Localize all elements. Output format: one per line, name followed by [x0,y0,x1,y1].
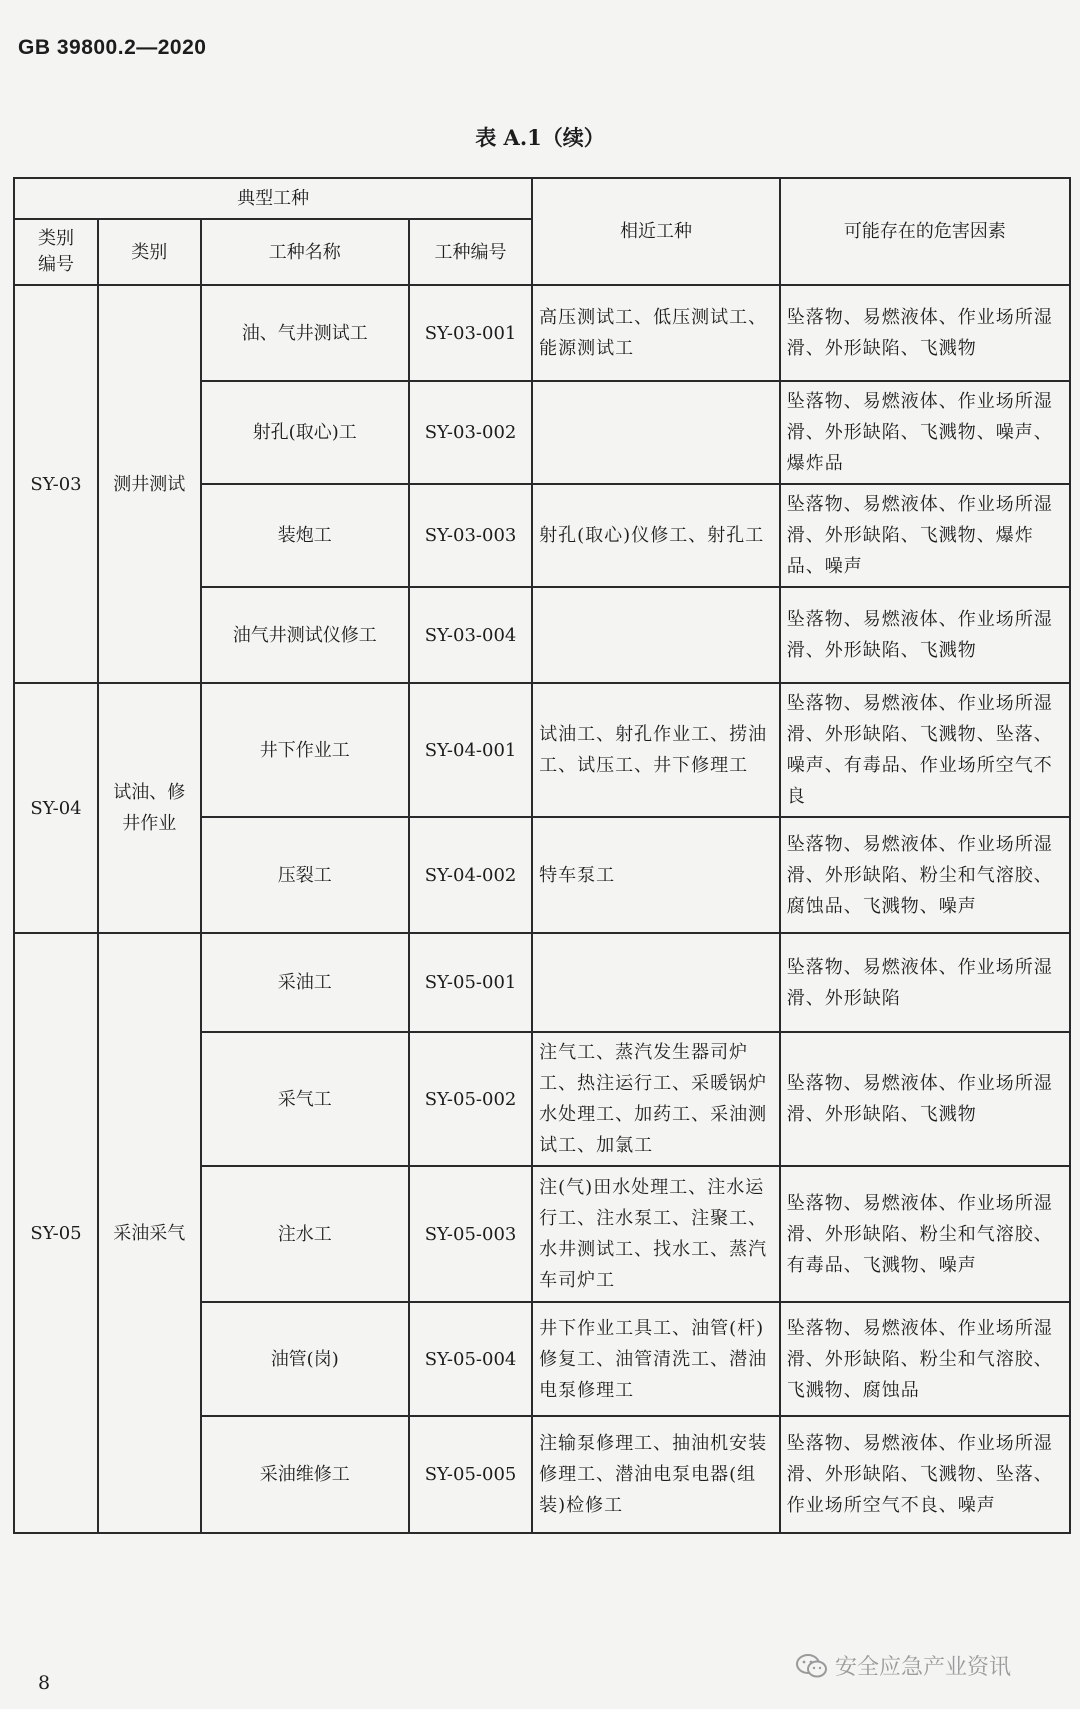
header-category-code: 类别 编号 [14,219,98,285]
job-code-cell: SY-05-005 [409,1416,532,1533]
job-name-cell: 采油工 [201,933,409,1032]
category-code-cell: SY-03 [14,285,98,683]
category-cell: 试油、修井作业 [98,683,201,933]
job-code-cell: SY-05-004 [409,1302,532,1416]
header-category: 类别 [98,219,201,285]
job-name-cell: 注水工 [201,1166,409,1302]
header-group-typical-job: 典型工种 [14,178,532,219]
table-row [14,285,1070,381]
category-code-cell: SY-04 [14,683,98,933]
job-code-cell: SY-05-003 [409,1166,532,1302]
related-jobs-cell: 试油工、射孔作业工、捞油工、试压工、井下修理工 [532,683,780,817]
job-code-cell: SY-03-004 [409,587,532,683]
job-code-cell: SY-03-003 [409,484,532,587]
job-name-cell: 井下作业工 [201,683,409,817]
related-jobs-cell [532,381,780,484]
header-job-name: 工种名称 [201,219,409,285]
job-code-cell: SY-05-001 [409,933,532,1032]
table-row [14,933,1070,1032]
hazards-cell: 坠落物、易燃液体、作业场所湿滑、外形缺陷、飞溅物 [780,1032,1070,1166]
job-code-cell: SY-03-001 [409,285,532,381]
job-code-cell: SY-05-002 [409,1032,532,1166]
standard-code: GB 39800.2—2020 [18,36,207,59]
watermark [795,1650,1011,1681]
table-row [14,683,1070,817]
table-title: 表 A.1（续） [475,125,605,150]
header-related-jobs: 相近工种 [532,178,780,285]
job-name-cell: 压裂工 [201,817,409,933]
job-name-cell: 油管(岗) [201,1302,409,1416]
related-jobs-cell: 射孔(取心)仪修工、射孔工 [532,484,780,587]
hazards-cell: 坠落物、易燃液体、作业场所湿滑、外形缺陷、飞溅物、坠落、噪声、有毒品、作业场所空气不良 [780,683,1070,817]
page-number: 8 [38,1672,51,1694]
job-name-cell: 油气井测试仪修工 [201,587,409,683]
related-jobs-cell: 注(气)田水处理工、注水运行工、注水泵工、注聚工、水井测试工、找水工、蒸汽车司炉工 [532,1166,780,1302]
job-name-cell: 采气工 [201,1032,409,1166]
related-jobs-cell [532,587,780,683]
hazards-cell: 坠落物、易燃液体、作业场所湿滑、外形缺陷 [780,933,1070,1032]
related-jobs-cell: 井下作业工具工、油管(杆)修复工、油管清洗工、潜油电泵修理工 [532,1302,780,1416]
job-name-cell: 射孔(取心)工 [201,381,409,484]
header-job-code: 工种编号 [409,219,532,285]
job-name-cell: 装炮工 [201,484,409,587]
job-code-cell: SY-03-002 [409,381,532,484]
hazard-table [13,177,1071,1534]
hazards-cell: 坠落物、易燃液体、作业场所湿滑、外形缺陷、飞溅物、噪声、爆炸品 [780,381,1070,484]
hazards-cell: 坠落物、易燃液体、作业场所湿滑、外形缺陷、飞溅物 [780,587,1070,683]
related-jobs-cell: 高压测试工、低压测试工、能源测试工 [532,285,780,381]
wechat-icon [795,1653,829,1679]
hazards-cell: 坠落物、易燃液体、作业场所湿滑、外形缺陷、飞溅物 [780,285,1070,381]
header-hazards: 可能存在的危害因素 [780,178,1070,285]
hazards-cell: 坠落物、易燃液体、作业场所湿滑、外形缺陷、粉尘和气溶胶、有毒品、飞溅物、噪声 [780,1166,1070,1302]
hazards-cell: 坠落物、易燃液体、作业场所湿滑、外形缺陷、飞溅物、坠落、作业场所空气不良、噪声 [780,1416,1070,1533]
related-jobs-cell: 注气工、蒸汽发生器司炉工、热注运行工、采暖锅炉水处理工、加药工、采油测试工、加氯工 [532,1032,780,1166]
watermark-text: 安全应急产业资讯 [835,1655,1012,1680]
job-name-cell: 油、气井测试工 [201,285,409,381]
category-cell: 采油采气 [98,933,201,1533]
category-code-cell: SY-05 [14,933,98,1533]
job-code-cell: SY-04-002 [409,817,532,933]
hazards-cell: 坠落物、易燃液体、作业场所湿滑、外形缺陷、粉尘和气溶胶、腐蚀品、飞溅物、噪声 [780,817,1070,933]
job-code-cell: SY-04-001 [409,683,532,817]
category-cell: 测井测试 [98,285,201,683]
job-name-cell: 采油维修工 [201,1416,409,1533]
related-jobs-cell: 特车泵工 [532,817,780,933]
related-jobs-cell [532,933,780,1032]
related-jobs-cell: 注输泵修理工、抽油机安装修理工、潜油电泵电器(组装)检修工 [532,1416,780,1533]
hazards-cell: 坠落物、易燃液体、作业场所湿滑、外形缺陷、飞溅物、爆炸品、噪声 [780,484,1070,587]
hazards-cell: 坠落物、易燃液体、作业场所湿滑、外形缺陷、粉尘和气溶胶、飞溅物、腐蚀品 [780,1302,1070,1416]
